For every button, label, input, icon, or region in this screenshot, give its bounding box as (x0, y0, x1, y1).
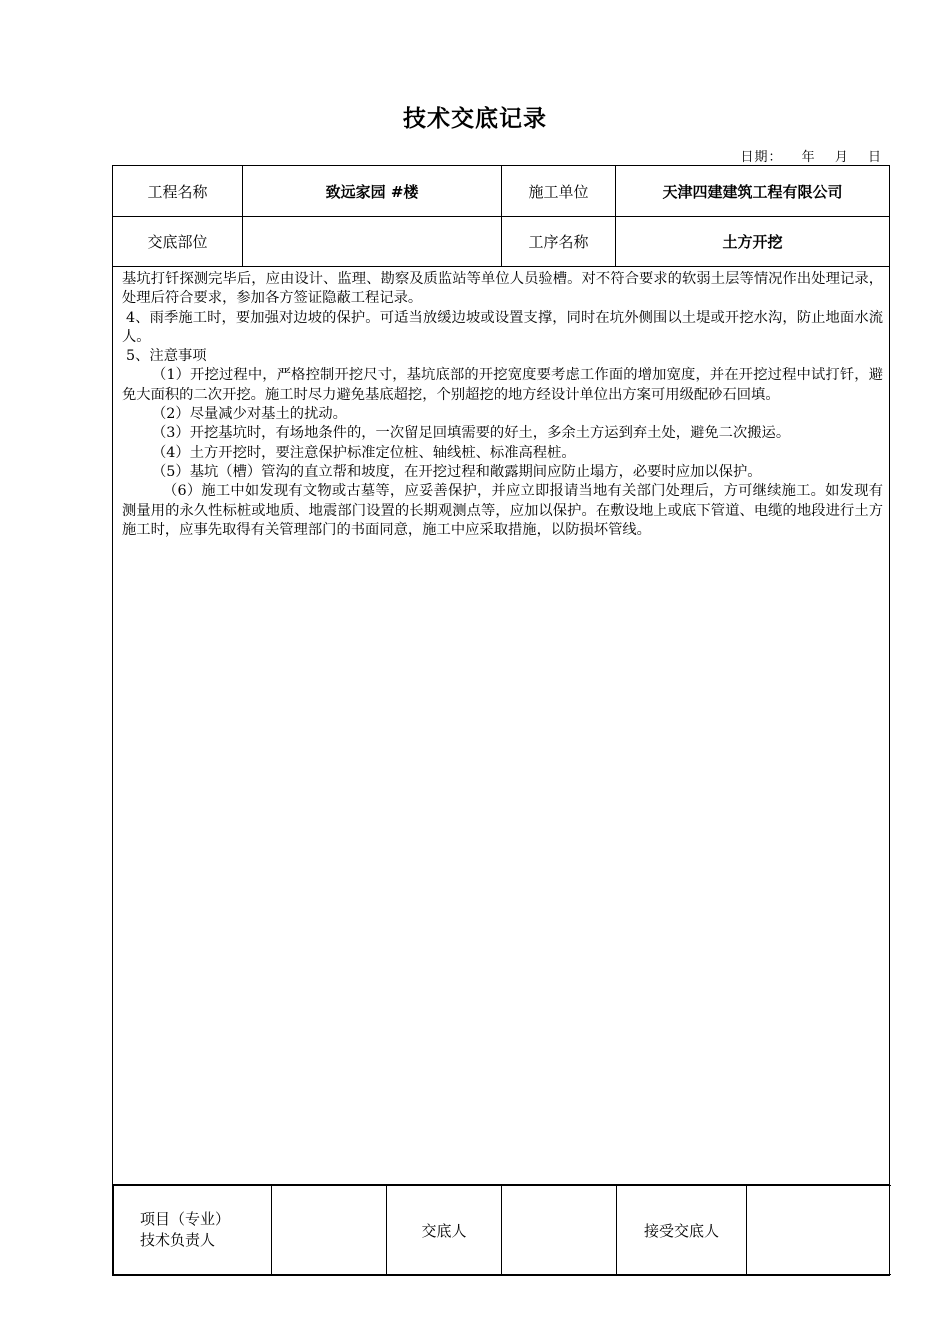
date-month: 月 (834, 150, 849, 165)
discloser-signature-field[interactable] (502, 1186, 617, 1275)
process-name-label: 工序名称 (502, 217, 616, 267)
disclosure-form (112, 165, 890, 1276)
content-paragraph: 5、注意事项 (126, 348, 207, 365)
content-paragraph: （1）开挖过程中，严格控制开挖尺寸，基坑底部的开挖宽度要考虑工作面的增加宽度，并在开挖过程中试打钎，避免大面积的二次开挖。施工时尽力避免基底超挖，个别超挖的地方经设计单位出方案可用级配砂石回填。 (122, 367, 883, 403)
row-signatures (113, 1185, 890, 1276)
tech-lead-label-line1: 项目（专业） (140, 1210, 231, 1228)
document-title: 技术交底记录 (403, 106, 547, 132)
row-part (113, 217, 890, 267)
process-name-value: 土方开挖 (616, 217, 890, 267)
tech-lead-label-line2: 技术负责人 (140, 1231, 216, 1249)
disclosure-part-label: 交底部位 (113, 217, 243, 267)
content-paragraph: （5）基坑（槽）管沟的直立帮和坡度，在开挖过程和敞露期间应防止塌方，必要时应加以保护。 (152, 463, 762, 480)
row-project (113, 166, 890, 217)
signature-table (113, 1185, 891, 1275)
disclosure-part-value (243, 217, 502, 267)
date-label: 日期： (740, 150, 783, 165)
content-cell (113, 267, 890, 1185)
content-paragraph: （3）开挖基坑时，有场地条件的，一次留足回填需要的好土，多余土方运到弃土处，避免二次搬运。 (152, 425, 791, 442)
content-paragraph: （2）尽量减少对基土的扰动。 (152, 406, 347, 423)
disclosure-content (113, 267, 889, 540)
content-paragraph: （6）施工中如发现有文物或古墓等，应妥善保护，并应立即报请当地有关部门处理后，方可继续施工。如发现有测量用的永久性标桩或地质、地震部门设置的长期观测点等，应加以保护。在敷设地上或底下管道、电缆的地段进行土方施工时，应事先取得有关管理部门的书面同意，施工中应采取措施，以防损坏管线。 (122, 483, 883, 538)
content-paragraph: （4）土方开挖时，要注意保护标准定位桩、轴线桩、标准高程桩。 (152, 444, 576, 461)
tech-lead-label (114, 1186, 272, 1275)
content-paragraph: 基坑打钎探测完毕后，应由设计、监理、勘察及质监站等单位人员验槽。对不符合要求的软弱土层等情况作出处理记录，处理后符合要求，参加各方签证隐蔽工程记录。 (122, 271, 883, 307)
receiver-label: 接受交底人 (617, 1186, 747, 1275)
project-name-label: 工程名称 (113, 166, 243, 217)
project-name-value: 致远家园 #楼 (243, 166, 502, 217)
construction-unit-label: 施工单位 (502, 166, 616, 217)
content-paragraph: 4、雨季施工时，要加强对边坡的保护。可适当放缓边坡或设置支撑，同时在坑外侧围以土堤或开挖水沟，防止地面水流人。 (122, 309, 883, 345)
construction-unit-value: 天津四建建筑工程有限公司 (616, 166, 890, 217)
date-year: 年 (801, 150, 816, 165)
discloser-label: 交底人 (387, 1186, 502, 1275)
date-line (727, 146, 882, 165)
signature-cell (113, 1185, 890, 1276)
row-content (113, 267, 890, 1185)
date-day: 日 (867, 150, 882, 165)
tech-lead-signature-field[interactable] (272, 1186, 387, 1275)
receiver-signature-field[interactable] (747, 1186, 891, 1275)
